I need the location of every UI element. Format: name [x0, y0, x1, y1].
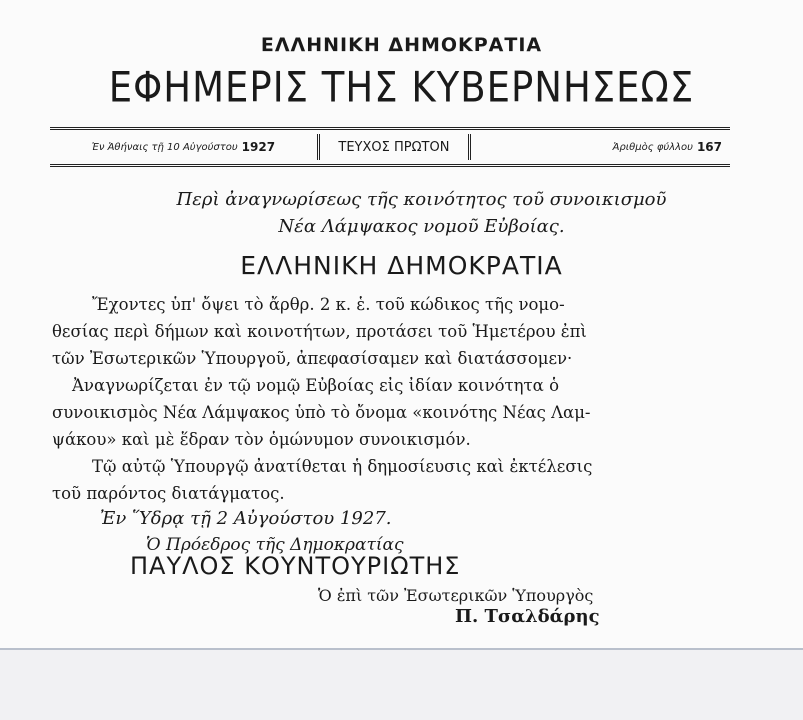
masthead-republic: ΕΛΛΗΝΙΚΗ ΔΗΜΟΚΡΑΤΙΑ	[260, 34, 543, 56]
sheet-number-label: Ἀριθμὸς φύλλου	[612, 141, 693, 153]
issue-year: 1927	[241, 140, 276, 154]
issue-date	[50, 130, 317, 164]
president-name: ΠΑΥΛΟΣ ΚΟΥΝΤΟΥΡΙΩΤΗΣ	[130, 552, 461, 580]
subject-line-2: Νέα Λάμψακος νομοῦ Εὐβοίας.	[278, 216, 565, 237]
body-line: ψάκου» καὶ μὲ ἕδραν τὸν ὁμώνυμον συνοικισμόν.	[52, 430, 471, 449]
body-line: Τῷ αὐτῷ Ὑπουργῷ ἀνατίθεται ἡ δημοσίευσις καὶ ἐκτέλεσις	[92, 457, 593, 476]
issue-date-text: Ἐν Ἀθήναις τῇ 10 Αὐγούστου	[91, 141, 238, 153]
minister-title: Ὁ ἐπὶ τῶν Ἐσωτερικῶν Ὑπουργὸς	[318, 586, 594, 605]
issue-volume: ΤΕΥΧΟΣ ΠΡΩΤΟΝ	[317, 134, 471, 160]
sheet-number: 167	[696, 140, 722, 154]
sheet-number-block	[471, 130, 730, 164]
blank-margin	[0, 650, 803, 720]
body-line: Ἔχοντες ὑπ' ὄψει τὸ ἄρθρ. 2 κ. ἑ. τοῦ κώδικος τῆς νομο-	[92, 295, 565, 314]
date-line: Ἐν Ὕδρᾳ τῇ 2 Αὐγούστου 1927.	[100, 508, 392, 529]
minister-name: Π. Τσαλδάρης	[455, 606, 600, 627]
section-title: ΕΛΛΗΝΙΚΗ ΔΗΜΟΚΡΑΤΙΑ	[240, 251, 563, 280]
body-line: συνοικισμὸς Νέα Λάμψακος ὑπὸ τὸ ὄνομα «κοινότης Νέας Λαμ-	[52, 403, 591, 422]
body-line: Ἀναγνωρίζεται ἐν τῷ νομῷ Εὐβοίας εἰς ἰδίαν κοινότητα ὁ	[72, 376, 560, 395]
issue-info-bar	[50, 127, 730, 167]
president-title: Ὁ Πρόεδρος τῆς Δημοκρατίας	[146, 535, 404, 555]
body-line: τοῦ παρόντος διατάγματος.	[52, 484, 285, 503]
masthead-title: ΕΦΗΜΕΡΙΣ ΤΗΣ ΚΥΒΕΡΝΗΣΕΩΣ	[108, 63, 695, 112]
subject-line-1: Περὶ ἀναγνωρίσεως τῆς κοινότητος τοῦ συνοικισμοῦ	[176, 189, 667, 210]
body-line: θεσίας περὶ δήμων καὶ κοινοτήτων, προτάσει τοῦ Ἡμετέρου ἐπὶ	[52, 322, 587, 341]
body-line: τῶν Ἐσωτερικῶν Ὑπουργοῦ, ἀπεφασίσαμεν καὶ διατάσσομεν·	[52, 349, 573, 368]
